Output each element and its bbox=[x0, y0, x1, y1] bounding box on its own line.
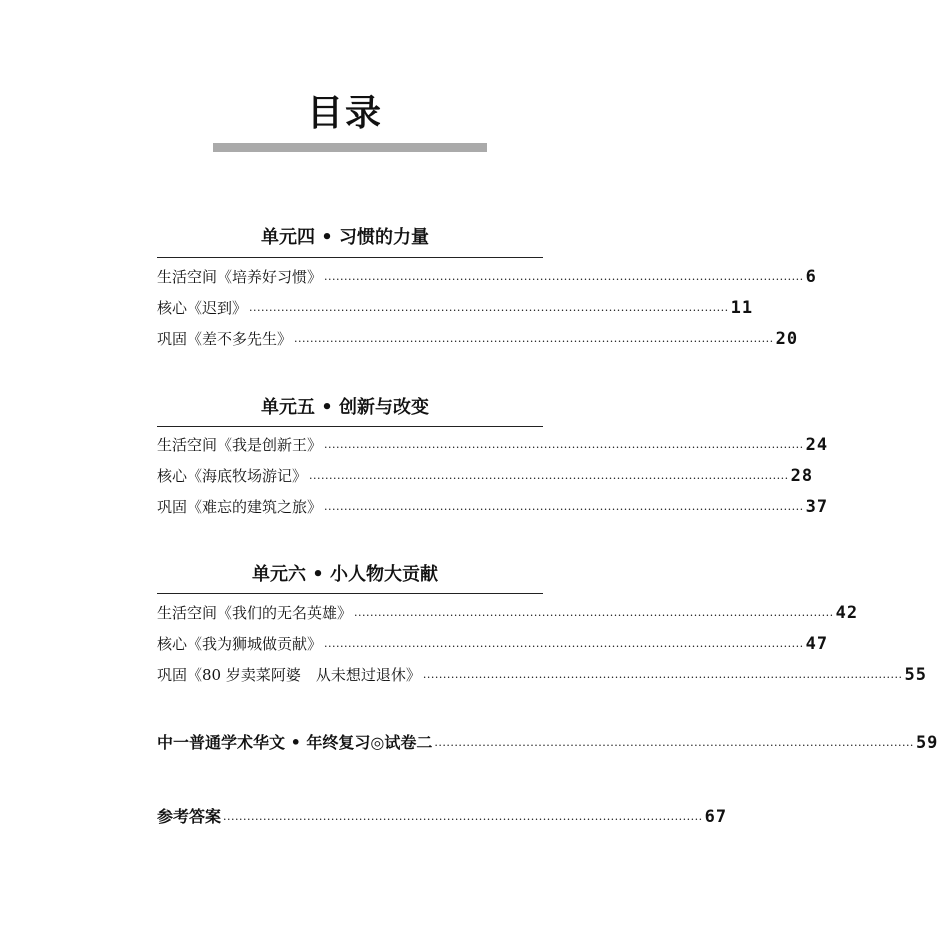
dot-leader: ........................................................................................................................ bbox=[324, 438, 804, 451]
toc-entry-page: 20 bbox=[775, 329, 799, 349]
unit-divider bbox=[157, 426, 543, 427]
toc-entry-page: 24 bbox=[805, 435, 829, 455]
toc-entry[interactable] bbox=[157, 600, 859, 624]
toc-entry-page: 59 bbox=[915, 733, 938, 753]
toc-entry-answers[interactable] bbox=[157, 804, 728, 828]
dot-leader: ........................................................................................................................ bbox=[422, 668, 903, 681]
toc-entry[interactable] bbox=[157, 326, 799, 350]
toc-entry-label: 参考答案 bbox=[157, 807, 222, 826]
toc-entry[interactable] bbox=[157, 631, 829, 655]
toc-entry-label: 核心《海底牧场游记》 bbox=[157, 467, 308, 485]
dot-leader: ........................................................................................................................ bbox=[434, 736, 914, 749]
toc-entry[interactable] bbox=[157, 264, 817, 288]
title-underline-bar bbox=[213, 143, 487, 152]
toc-entry-label: 核心《我为狮城做贡献》 bbox=[157, 635, 323, 653]
dot-leader: ........................................................................................................................ bbox=[309, 469, 789, 482]
toc-entry-page: 11 bbox=[730, 298, 754, 318]
dot-leader: ........................................................................................................................ bbox=[294, 332, 774, 345]
unit-divider bbox=[157, 593, 543, 594]
toc-entry-label: 巩固《差不多先生》 bbox=[157, 330, 293, 348]
unit-divider bbox=[157, 257, 543, 258]
unit-heading: 单元五 • 创新与改变 bbox=[260, 397, 430, 418]
dot-leader: ........................................................................................................................ bbox=[324, 270, 804, 283]
toc-entry-label: 中一普通学术华文 • 年终复习◎试卷二 bbox=[157, 733, 433, 752]
toc-entry-page: 42 bbox=[835, 603, 859, 623]
toc-entry-page: 67 bbox=[704, 807, 728, 827]
dot-leader: ........................................................................................................................ bbox=[324, 500, 804, 513]
toc-entry-label: 巩固《难忘的建筑之旅》 bbox=[157, 498, 323, 516]
unit-heading: 单元四 • 习惯的力量 bbox=[260, 227, 430, 248]
toc-entry-label: 生活空间《我是创新王》 bbox=[157, 436, 323, 454]
toc-entry-page: 55 bbox=[904, 665, 927, 685]
dot-leader: ........................................................................................................................ bbox=[249, 301, 729, 314]
unit-heading: 单元六 • 小人物大贡献 bbox=[251, 564, 439, 585]
toc-entry[interactable] bbox=[157, 432, 829, 456]
toc-entry[interactable] bbox=[157, 494, 829, 518]
toc-entry[interactable] bbox=[157, 295, 754, 319]
toc-entry-label: 生活空间《培养好习惯》 bbox=[157, 268, 323, 286]
toc-entry-page: 47 bbox=[805, 634, 829, 654]
toc-entry-page: 6 bbox=[805, 267, 817, 287]
dot-leader: ........................................................................................................................ bbox=[354, 606, 834, 619]
toc-entry[interactable] bbox=[157, 662, 927, 686]
toc-entry[interactable] bbox=[157, 463, 814, 487]
toc-entry-review[interactable] bbox=[157, 730, 938, 754]
toc-entry-page: 37 bbox=[805, 497, 829, 517]
toc-entry-page: 28 bbox=[790, 466, 814, 486]
dot-leader: ........................................................................................................................ bbox=[223, 810, 703, 823]
page-title: 目录 bbox=[306, 93, 383, 134]
toc-entry-label: 巩固《80 岁卖菜阿婆 从未想过退休》 bbox=[157, 666, 421, 684]
toc-entry-label: 核心《迟到》 bbox=[157, 299, 248, 317]
dot-leader: ........................................................................................................................ bbox=[324, 637, 804, 650]
toc-entry-label: 生活空间《我们的无名英雄》 bbox=[157, 604, 353, 622]
